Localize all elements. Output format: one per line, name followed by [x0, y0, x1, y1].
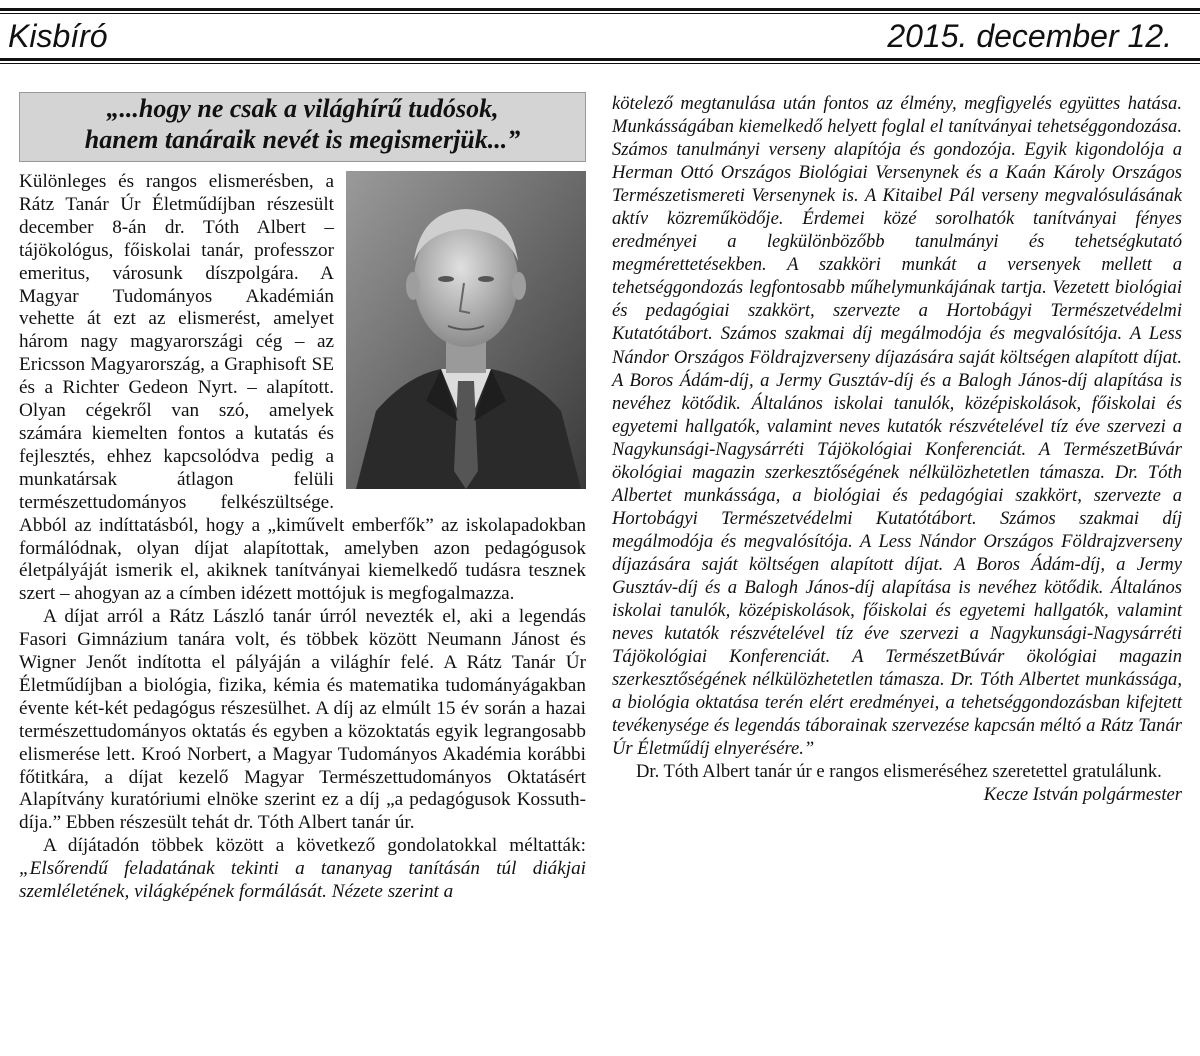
title-line-1: „...hogy ne csak a világhírű tudósok, [106, 94, 499, 123]
quote-continuation: kötelező megtanulása után fontos az élmény, megfigyelés együttes hatása. Munkásságában kiemelkedő helyett foglal el tanítványai tehetséggondozása. Számos tanulmányi verseny alapítója és gondozója. Egyik kigondolója a Herman Ottó Országos Biológiai Versenynek és a Kaán Károly Országos Természetismereti Versenynek is. A Kitaibel Pál verseny megvalósulásának aktív közreműködője. Érdemei közé sorolhatók tanítványai fényes eredményei a legkülönbözőbb tanulmányi és tehetségkutató megmérettetésekben. A szakköri munkát a versenyek mellett a tehetséggondozás legfontosabb műhelymunkájának tartja. Vezetett biológiai és pedagógiai szakkört, szervezte a Hortobágyi Természetvédelmi Kutatótábort. Számos szakmai díj megálmodója és megvalósítója. A Less Nándor Országos Földrajzverseny díjazására saját költségen alapított díjat. A Boros Ádám-díj, a Jermy Gusztáv-díj és a Balogh János-díj alapítása is nevéhez kötődik. Általános iskolai tanulók, középiskolások, főiskolai és egyetemi hallgatók, valamint neves kutatók részvételével tíz éve szervezi a Nagykunsági-Nagysárréti Tájökológiai Konferenciát. A TermészetBúvár ökológiai magazin szerkesztőségének nélkülözhetetlen támasza. Dr. Tóth Albertet munkássága, a biológiai és pedagógiai szakkört, szervezte a Hortobágyi Természetvédelmi Kutatótábort. Számos szakmai díj megálmodója és megvalósítója. A Less Nándor Országos Földrajzverseny díjazására saját költségen alapított díjat. A Boros Ádám-díj, a Jermy Gusztáv-díj és a Balogh János-díj alapítása is nevéhez kötődik. Általános iskolai tanulók, középiskolások, főiskolai és egyetemi hallgatók, valamint neves kutatók részvételével tíz éve szervezi a Nagykunsági-Nagysárréti Tájökológiai Konferenciát. A TermészetBúvár ökológiai magazin szerkesztőségének nélkülözhetetlen támasza. Dr. Tóth Albertet munkássága, a biológia oktatása terén elért eredményei, a tehetséggondozásban kifejtett tevékenysége és legendás táborainak szervezése kapcsán méltó a Rátz Tanár Úr Életműdíj elnyerésére.” [612, 93, 1182, 760]
portrait-illustration [346, 171, 586, 489]
left-paragraph-3-intro: A díjátadón többek között a következő gondolatokkal méltatták: [43, 835, 586, 857]
quote-start: „Elsőrendű feladatának tekinti a tananyag tanításán túl diákjai szemléletének, világképének formálását. Nézete szerint a [19, 858, 586, 903]
left-column [19, 171, 586, 904]
portrait-photo [346, 171, 586, 489]
title-line-2: hanem tanáraik nevét is megismerjük...” [84, 125, 521, 154]
article-title [19, 92, 586, 162]
signature: Kecze István polgármester [983, 784, 1182, 806]
right-column [612, 92, 1182, 806]
header-rule-top-thin [0, 13, 1200, 14]
header-rule-top [0, 8, 1200, 11]
left-paragraph-2: A díjat arról a Rátz László tanár úrról nevezték el, aki a legendás Fasori Gimnázium tanára volt, és többek között Neumann Jánost és Wigner Jenőt indította el pályáján a világhír felé. A Rátz Tanár Úr Életműdíjban a biológia, fizika, kémia és matematika tudományágakban évente két-két pedagógus részesülhet. A díj az elmúlt 15 év során a hazai természettudományos oktatás és egyben a közoktatás egyik legrangosabb elismerése lett. Kroó Norbert, a Magyar Tudományos Akadémia korábbi főtitkára, a díjat kezelő Magyar Természettudományos Oktatásért Alapítvány kuratóriumi elnöke szerint ez a díj „a pedagógusok Kossuth-díja.” Ebben részesült tehát dr. Tóth Albert tanár úr. [19, 606, 586, 834]
left-paragraph-3 [19, 835, 586, 904]
header-rule-bottom [0, 58, 1200, 61]
closing-paragraph: Dr. Tóth Albert tanár úr e rangos elismeréséhez szeretettel gratulálunk. [636, 761, 1162, 783]
header-rule-bottom-thin [0, 63, 1200, 64]
issue-date: 2015. december 12. [887, 18, 1172, 54]
publication-name: Kisbíró [8, 18, 108, 54]
left-paragraph-1: Különleges és rangos elismerésben, a Rátz Tanár Úr Életműdíjban részesült december 8-án dr. Tóth Albert – tájökológus, főiskolai tanár, professzor emeritus, városunk díszpolgára. A Magyar Tudományos Akadémián vehette át ezt az elismerést, amelyet három nagy magyarországi cég – az Ericsson Magyarország, a Graphisoft SE és a Richter Gedeon Nyrt. – alapított. Olyan cégekről van szó, amelyek számára kiemelten fontos a kutatás és fejlesztés, ehhez kapcsolódva pedig a munkatársak átlagon felüli természettudományos felkészültsége. Abból az indíttatásból, hogy a „kiművelt emberfők” az iskolapadokban formálódnak, olyan díjat alapítottak, amelyben azon pedagógusok életpályáját ismerik el, akiknek tanítványai kiemelkedő tudásra tesznek szert – ahogyan az a címben idézett mottójuk is megfogalmazza. [19, 171, 586, 605]
